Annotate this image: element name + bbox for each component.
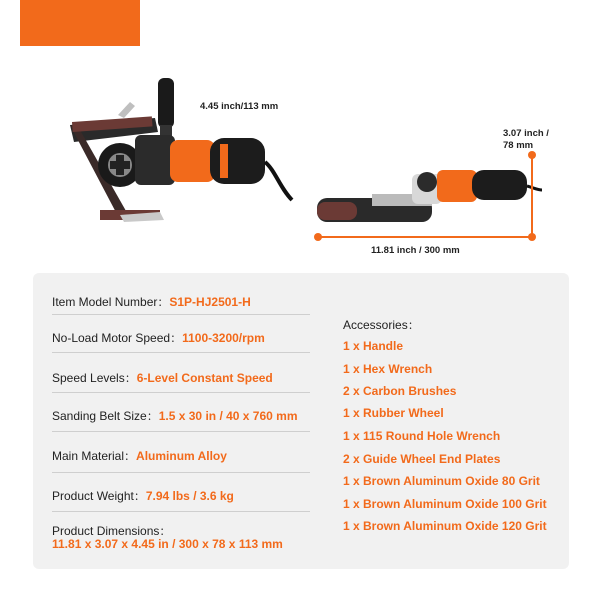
accessory-item: 1 x 115 Round Hole Wrench <box>343 429 501 443</box>
accessory-item: 1 x Rubber Wheel <box>343 406 444 420</box>
brand-color-block <box>20 0 140 46</box>
spec-value: Aluminum Alloy <box>136 449 227 463</box>
length-dimension-label: 11.81 inch / 300 mm <box>371 245 460 256</box>
spec-value: 11.81 x 3.07 x 4.45 in / 300 x 78 x 113 mm <box>52 537 283 551</box>
spec-label: No-Load Motor Speed： <box>52 331 183 345</box>
accessory-item: 1 x Handle <box>343 339 404 353</box>
spec-label: Product Weight： <box>52 489 146 503</box>
accessory-item: 2 x Carbon Brushes <box>343 384 457 398</box>
spec-divider <box>52 511 310 512</box>
spec-row-speed-levels <box>52 369 310 386</box>
accessory-item: 1 x Hex Wrench <box>343 362 433 376</box>
width-dimension-label-line1: 3.07 inch / <box>503 128 549 139</box>
spec-label: Item Model Number： <box>52 295 170 309</box>
spec-divider <box>52 392 310 393</box>
belt-sander-upright-image <box>60 70 300 240</box>
spec-label: Sanding Belt Size： <box>52 409 159 423</box>
spec-row-material <box>52 447 310 464</box>
spec-value: 6-Level Constant Speed <box>136 371 273 385</box>
spec-row-model <box>52 293 310 310</box>
spec-row-dimensions-label: Product Dimensions： <box>52 524 172 538</box>
spec-divider <box>52 431 310 432</box>
accessory-item: 1 x Brown Aluminum Oxide 100 Grit <box>343 497 547 511</box>
spec-divider <box>52 314 310 315</box>
spec-value: 1.5 x 30 in / 40 x 760 mm <box>158 409 298 423</box>
spec-row-belt-size <box>52 407 310 424</box>
spec-row-speed <box>52 329 310 346</box>
accessories-title: Accessories： <box>343 318 420 332</box>
accessory-item: 2 x Guide Wheel End Plates <box>343 452 501 466</box>
spec-label: Main Material： <box>52 449 137 463</box>
accessory-item: 1 x Brown Aluminum Oxide 120 Grit <box>343 519 547 533</box>
accessory-item: 1 x Brown Aluminum Oxide 80 Grit <box>343 474 540 488</box>
spec-label: Speed Levels： <box>52 371 137 385</box>
spec-row-dimensions-value <box>52 537 310 551</box>
spec-value: S1P-HJ2501-H <box>169 295 251 309</box>
spec-divider <box>52 472 310 473</box>
spec-value: 7.94 lbs / 3.6 kg <box>145 489 234 503</box>
length-dimension-line <box>310 145 550 245</box>
spec-divider <box>52 352 310 353</box>
spec-row-weight <box>52 487 310 504</box>
spec-value: 1100-3200/rpm <box>182 331 265 345</box>
height-dimension-label: 4.45 inch/113 mm <box>200 101 279 112</box>
width-dimension-label-line2: 78 mm <box>503 140 534 151</box>
